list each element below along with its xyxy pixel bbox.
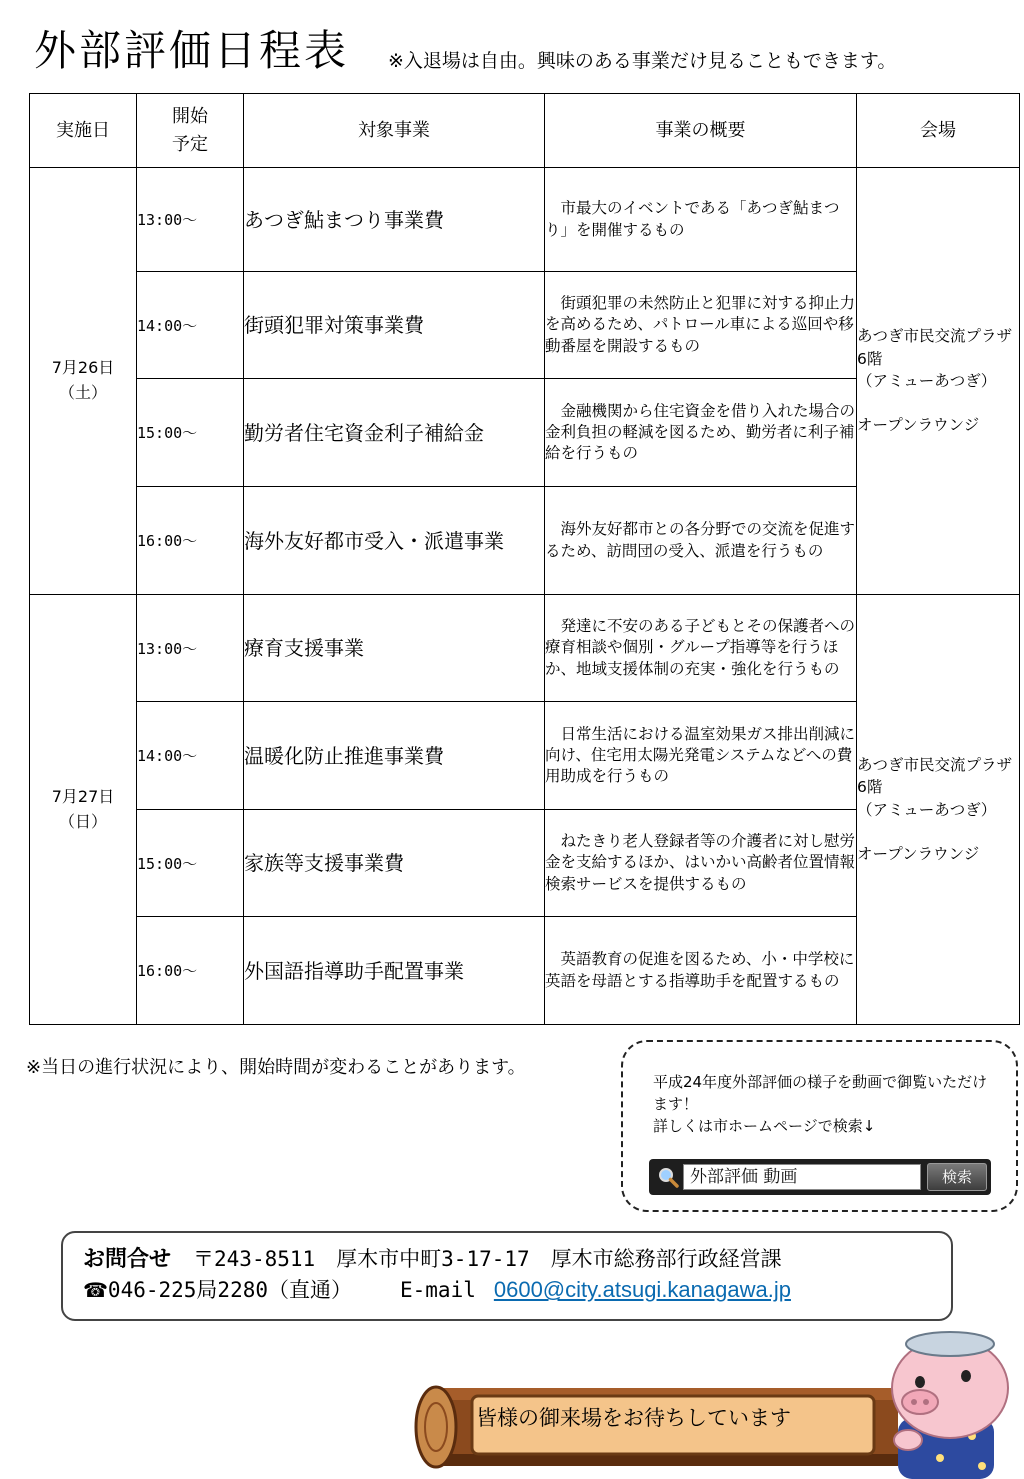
contact-email-label: E-mail	[400, 1278, 476, 1303]
contact-phone: 046-225局2280（直通）	[107, 1278, 352, 1303]
project-cell: 海外友好都市受入・派遣事業	[244, 487, 545, 595]
time-cell: 15:00～	[137, 379, 244, 487]
search-input[interactable]: 外部評価 動画	[683, 1164, 921, 1190]
time-cell: 15:00～	[137, 810, 244, 917]
promo-line1: 平成24年度外部評価の様子を動画で御覧いただけます！	[653, 1073, 988, 1113]
schedule-table	[29, 93, 1020, 1025]
date-cell	[30, 595, 137, 1025]
time-cell: 13:00～	[137, 595, 244, 702]
summary-cell: ねたきり老人登録者等の介護者に対し慰労金を支給するほか、はいかい高齢者位置情報検索サービスを提供するもの	[545, 810, 857, 917]
time-cell: 14:00～	[137, 702, 244, 810]
header-start-line2: 予定	[172, 133, 208, 155]
venue-line3: オープンラウンジ	[857, 844, 980, 863]
welcome-banner	[410, 1330, 1024, 1479]
contact-line1	[83, 1245, 951, 1275]
header-date: 実施日	[30, 94, 137, 168]
weekday-text: （土）	[58, 383, 107, 402]
time-cell: 13:00～	[137, 168, 244, 272]
header-venue: 会場	[857, 94, 1020, 168]
contact-box	[61, 1231, 953, 1321]
table-row	[30, 595, 1020, 702]
summary-cell: 英語教育の促進を図るため、小・中学校に英語を母語とする指導助手を配置するもの	[545, 917, 857, 1025]
project-cell: 療育支援事業	[244, 595, 545, 702]
venue-cell	[857, 595, 1020, 1025]
weekday-text: （日）	[58, 811, 107, 831]
project-cell: 外国語指導助手配置事業	[244, 917, 545, 1025]
date-cell	[30, 168, 137, 595]
page-subtitle: ※入退場は自由。興味のある事業だけ見ることもできます。	[388, 50, 897, 72]
mascot-illustration	[892, 1332, 1008, 1479]
venue-line3: オープンラウンジ	[857, 416, 980, 435]
summary-cell: 金融機関から住宅資金を借り入れた場合の金利負担の軽減を図るため、勤労者に利子補給を行うもの	[545, 379, 857, 487]
venue-line1: あつぎ市民交流プラザ6階	[857, 327, 1013, 368]
contact-heading: お問合せ	[83, 1247, 172, 1272]
header-summary: 事業の概要	[545, 94, 857, 168]
magnifier-icon	[657, 1166, 679, 1188]
schedule-note: ※当日の進行状況により、開始時間が変わることがあります。	[26, 1057, 526, 1078]
date-text: 7月26日	[51, 358, 115, 378]
project-cell: 温暖化防止推進事業費	[244, 702, 545, 810]
time-cell: 16:00～	[137, 487, 244, 595]
banner-text: 皆様の御来場をお待ちしています	[476, 1406, 791, 1430]
search-button[interactable]: 検索	[927, 1163, 987, 1191]
time-cell: 16:00～	[137, 917, 244, 1025]
time-cell: 14:00～	[137, 272, 244, 379]
log-end	[416, 1387, 456, 1467]
project-cell: 家族等支援事業費	[244, 810, 545, 917]
page-title: 外部評価日程表	[34, 26, 350, 75]
summary-cell: 日常生活における温室効果ガス排出削減に向け、住宅用太陽光発電システムなどへの費用助成を行うもの	[545, 702, 857, 810]
summary-cell: 街頭犯罪の未然防止と犯罪に対する抑止力を高めるため、パトロール車による巡回や移動番屋を開設するもの	[545, 272, 857, 379]
project-cell: 街頭犯罪対策事業費	[244, 272, 545, 379]
video-promo-box	[621, 1040, 1018, 1212]
promo-line2: 詳しくは市ホームページで検索↓	[653, 1116, 876, 1135]
search-bar	[649, 1159, 991, 1195]
venue-line2: （アミューあつぎ）	[857, 372, 997, 390]
contact-address: 〒243-8511 厚木市中町3-17-17 厚木市総務部行政経営課	[193, 1247, 782, 1271]
summary-cell: 発達に不安のある子どもとその保護者への療育相談や個別・グループ指導等を行うほか、地域支援体制の充実・強化を行うもの	[545, 595, 857, 702]
contact-line2	[83, 1275, 951, 1306]
venue-line1: あつぎ市民交流プラザ6階	[857, 755, 1013, 797]
summary-cell: 海外友好都市との各分野での交流を促進するため、訪問団の受入、派遣を行うもの	[545, 487, 857, 595]
header-project: 対象事業	[244, 94, 545, 168]
project-cell: 勤労者住宅資金利子補給金	[244, 379, 545, 487]
telephone-icon: ☎	[83, 1278, 108, 1303]
log-shadow	[428, 1454, 898, 1466]
header-start-time	[137, 94, 244, 168]
summary-cell: 市最大のイベントである「あつぎ鮎まつり」を開催するもの	[545, 168, 857, 272]
venue-line2: （アミューあつぎ）	[857, 800, 997, 819]
promo-text	[653, 1072, 993, 1137]
header-start-line1: 開始	[172, 105, 208, 127]
venue-cell	[857, 168, 1020, 595]
table-header-row	[30, 94, 1020, 168]
contact-email-link[interactable]: 0600@city.atsugi.kanagawa.jp	[493, 1277, 791, 1303]
project-cell: あつぎ鮎まつり事業費	[244, 168, 545, 272]
date-text: 7月27日	[51, 786, 115, 806]
table-row	[30, 168, 1020, 272]
